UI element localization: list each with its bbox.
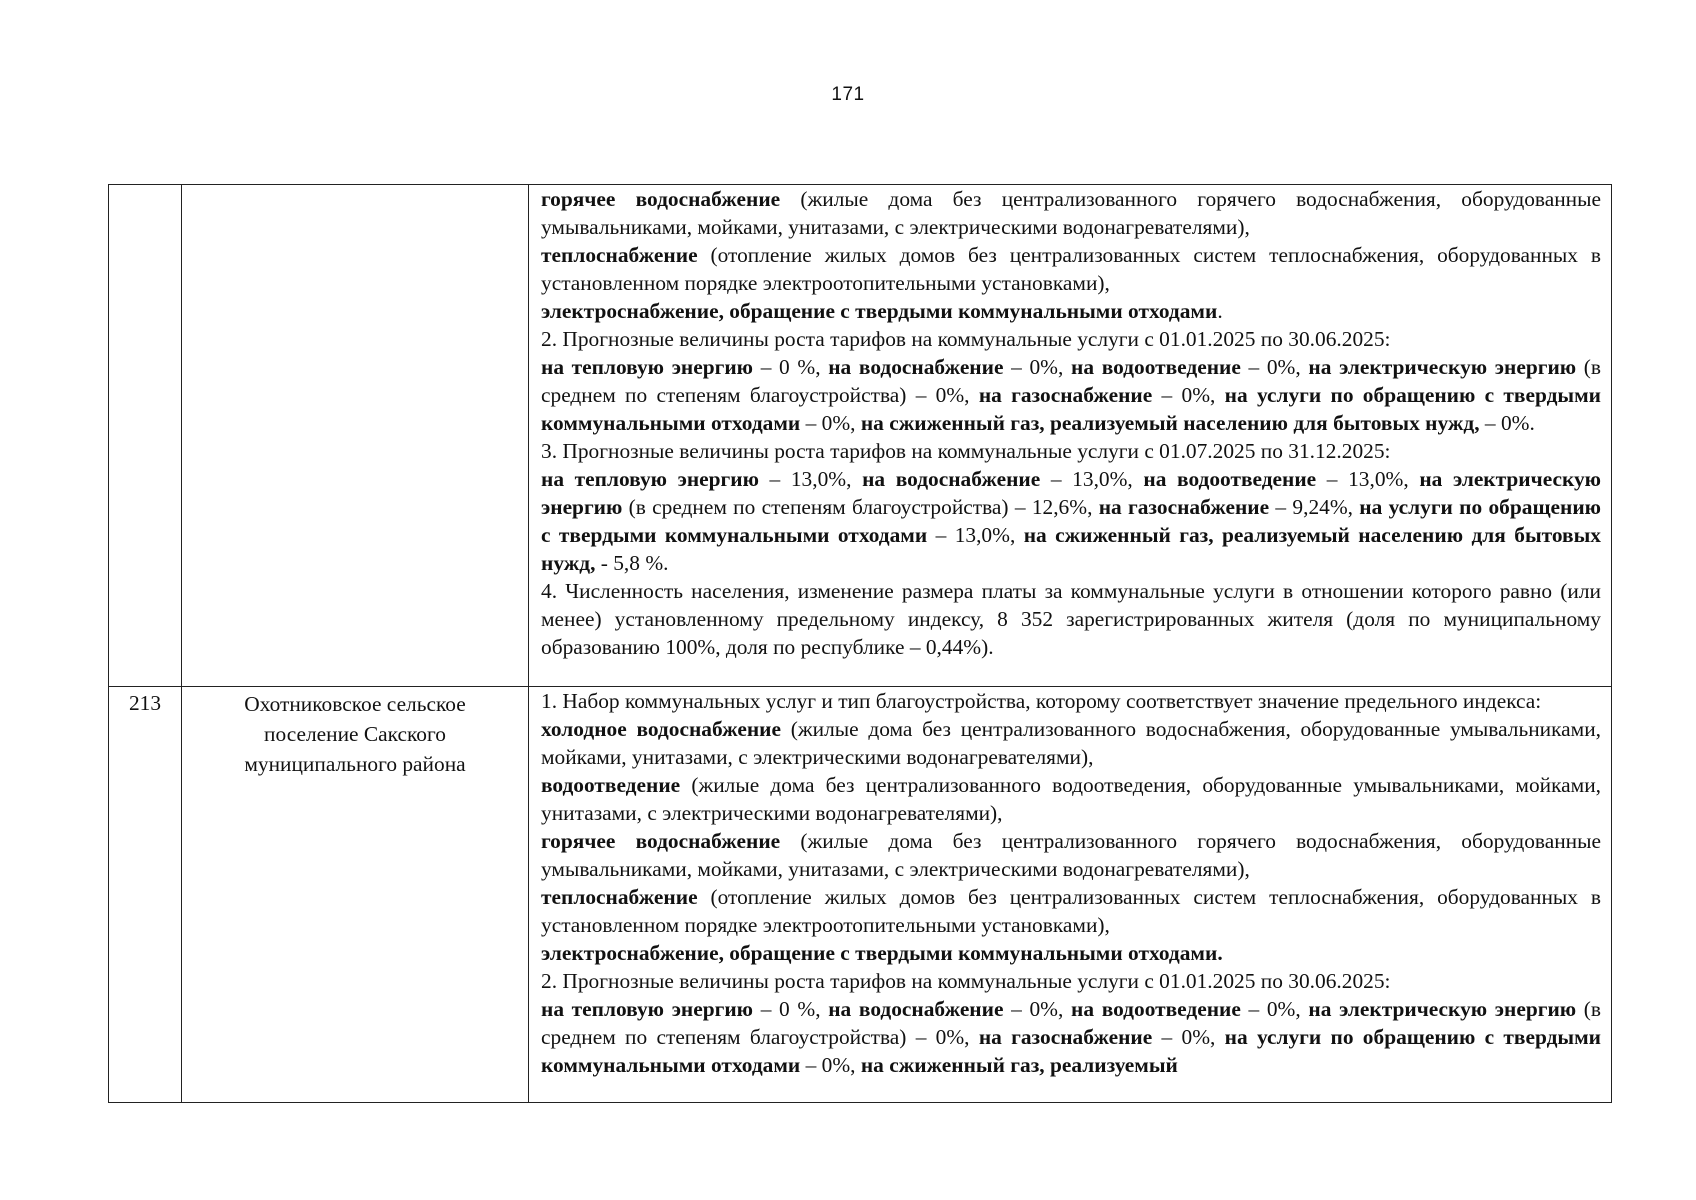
tariff-table [108, 184, 1612, 1103]
bold-text: теплоснабжение [541, 885, 698, 909]
text-run: – 0%, [800, 1053, 861, 1077]
text-run: (жилые дома без централизованного горячего водоснабжения, оборудованные умывальниками, мойками, унитазами, с электрическими водонагревателями), [541, 187, 1601, 239]
text-run: (жилые дома без централизованного водоотведения, оборудованные умывальниками, мойками, унитазами, с электрическими водонагревателями), [541, 773, 1601, 825]
text-run: – 0 %, [753, 997, 829, 1021]
bold-text: на услуги по обращению с твердыми коммунальными отходами [541, 383, 1601, 435]
text-run: – 0%, [1152, 383, 1225, 407]
text-run: – 0%, [1240, 355, 1309, 379]
text-run: 2. Прогнозные величины роста тарифов на коммунальные услуги с 01.01.2025 по 30.06.2025: [541, 327, 1391, 351]
text-run: (жилые дома без централизованного водоснабжения, оборудованные умывальниками, мойками, унитазами, с электрическими водонагревателями), [541, 717, 1601, 769]
bold-text: холодное водоснабжение [541, 717, 781, 741]
bold-text: теплоснабжение [541, 243, 698, 267]
text-run: – 13,0%, [1316, 467, 1420, 491]
text-run: – 0%, [800, 411, 861, 435]
bold-text: горячее водоснабжение [541, 829, 781, 853]
bold-text: на тепловую энергию [541, 355, 754, 379]
text-run: (в среднем по степеням благоустройства) – 0%, [541, 997, 1601, 1049]
description-cell [529, 687, 1612, 1103]
paragraph [541, 241, 1601, 297]
text-run: (в среднем по степеням благоустройства) – 0%, [541, 355, 1601, 407]
bold-text: на сжиженный газ, реализуемый [860, 1053, 1178, 1077]
row-number-cell [109, 687, 182, 1103]
paragraph [541, 939, 1601, 967]
municipality-name: Охотниковское сельское поселение Сакского муниципального района [244, 692, 466, 776]
paragraph [541, 687, 1601, 715]
text-run: (жилые дома без централизованного горячего водоснабжения, оборудованные умывальниками, мойками, унитазами, с электрическими водонагревателями), [541, 829, 1601, 881]
bold-text: на газоснабжение [1098, 495, 1270, 519]
bold-text: на водоснабжение [862, 467, 1041, 491]
bold-text: на услуги по обращению с твердыми коммунальными отходами [541, 1025, 1601, 1077]
paragraph [541, 297, 1601, 325]
text-run: – 0%, [1240, 997, 1309, 1021]
row-number [109, 185, 181, 187]
bold-text: электроснабжение, обращение с твердыми коммунальными отходами [541, 299, 1218, 323]
text-run: – 13,0%, [1040, 467, 1144, 491]
paragraph [541, 771, 1601, 827]
paragraph [541, 325, 1601, 353]
municipality-cell [182, 687, 529, 1103]
bold-text: на водоотведение [1143, 467, 1317, 491]
paragraph [541, 353, 1601, 437]
text-run: 1. Набор коммунальных услуг и тип благоустройства, которому соответствует значение предельного индекса: [541, 689, 1542, 713]
text-run: – 0%. [1479, 411, 1535, 435]
bold-text: на водоснабжение [828, 997, 1004, 1021]
municipality-cell [182, 185, 529, 687]
row-number-cell [109, 185, 182, 687]
bold-text: на электрическую энергию [1308, 355, 1577, 379]
paragraph [541, 185, 1601, 241]
table-row [109, 687, 1612, 1103]
text-run: – 9,24%, [1269, 495, 1360, 519]
bold-text: на услуги по обращению с твердыми коммунальными отходами [541, 495, 1601, 547]
bold-text: электроснабжение, обращение с твердыми коммунальными отходами. [541, 941, 1223, 965]
text-run: – 13,0%, [758, 467, 863, 491]
text-run: - 5,8 %. [595, 551, 669, 575]
bold-text: на тепловую энергию [541, 467, 759, 491]
paragraph [541, 437, 1601, 465]
text-run: 2. Прогнозные величины роста тарифов на коммунальные услуги с 01.01.2025 по 30.06.2025: [541, 969, 1391, 993]
bold-text: на сжиженный газ, реализуемый населению для бытовых нужд, [860, 411, 1480, 435]
bold-text: водоотведение [541, 773, 681, 797]
paragraph [541, 827, 1601, 883]
page-number: 171 [831, 84, 865, 105]
paragraph [541, 967, 1601, 995]
row-number: 213 [128, 691, 162, 715]
table-row [109, 185, 1612, 687]
description-text [541, 185, 1601, 686]
bold-text: на водоотведение [1071, 355, 1241, 379]
text-run: 4. Численность населения, изменение размера платы за коммунальные услуги в отношении которого равно (или менее) установленному предельному индексу, 8 352 зарегистрированных жителя (доля по муниципальному образованию 100%, доля по республике – 0,44%). [541, 579, 1601, 659]
bold-text: горячее водоснабжение [541, 187, 781, 211]
bold-text: на газоснабжение [978, 1025, 1153, 1049]
text-run: – 13,0%, [927, 523, 1024, 547]
description-cell [529, 185, 1612, 687]
paragraph [541, 715, 1601, 771]
text-run: (в среднем по степеням благоустройства) – 12,6%, [622, 495, 1099, 519]
text-run: (отопление жилых домов без централизованных систем теплоснабжения, оборудованных в установленном порядке электроотопительными установками), [541, 243, 1601, 295]
paragraph [541, 465, 1601, 577]
text-run: – 0 %, [753, 355, 829, 379]
text-run: – 0%, [1152, 1025, 1225, 1049]
text-run: . [1217, 299, 1223, 323]
paragraph [541, 995, 1601, 1079]
text-run: – 0%, [1003, 355, 1072, 379]
bold-text: на тепловую энергию [541, 997, 754, 1021]
bold-text: на сжиженный газ, реализуемый населению для бытовых нужд, [541, 523, 1601, 575]
text-run: – 0%, [1003, 997, 1072, 1021]
description-text [541, 687, 1601, 1100]
text-run: (отопление жилых домов без централизованных систем теплоснабжения, оборудованных в установленном порядке электроотопительными установками), [541, 885, 1601, 937]
bold-text: на водоотведение [1071, 997, 1241, 1021]
paragraph [541, 577, 1601, 661]
bold-text: на электрическую энергию [1308, 997, 1577, 1021]
paragraph [541, 883, 1601, 939]
text-run: 3. Прогнозные величины роста тарифов на коммунальные услуги с 01.07.2025 по 31.12.2025: [541, 439, 1391, 463]
bold-text: на газоснабжение [978, 383, 1153, 407]
municipality-name [182, 185, 528, 187]
bold-text: на водоснабжение [828, 355, 1004, 379]
bold-text: на электрическую энергию [541, 467, 1601, 519]
